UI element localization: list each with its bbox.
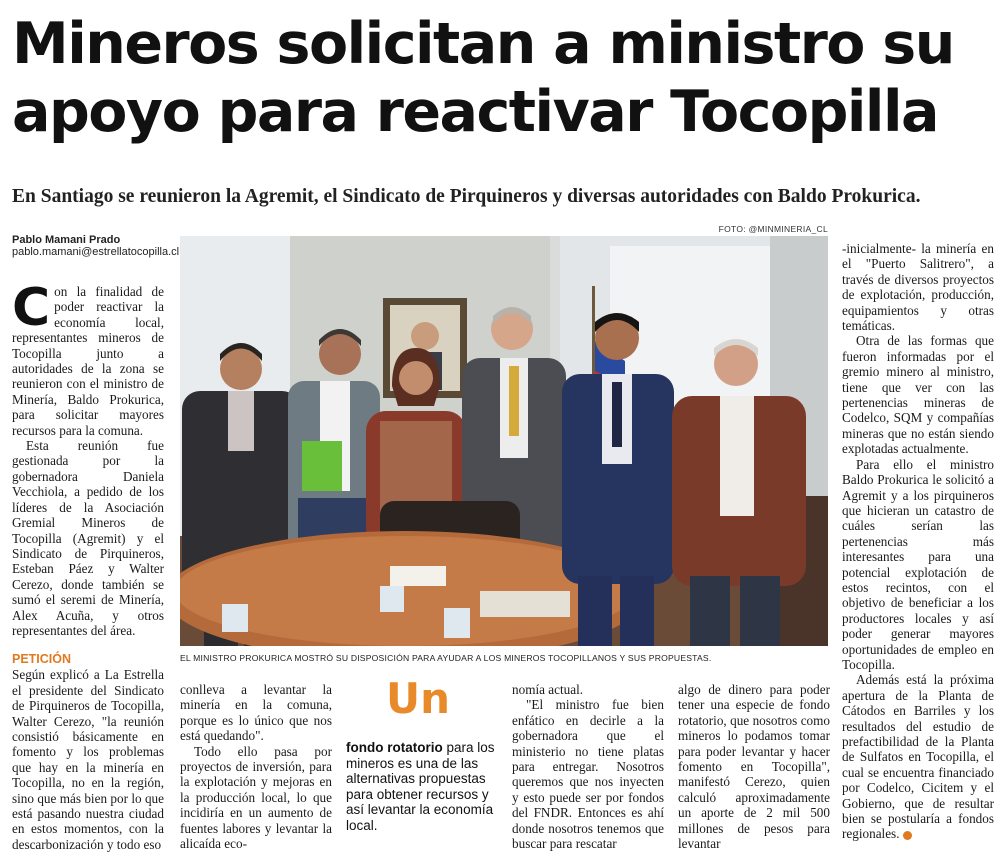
headline-line-2: apoyo para reactivar Tocopilla [12, 79, 938, 145]
paragraph: -inicialmente- la minería en el "Puerto Salitrero", a través de diversos proyectos de explotación, producción, equipamientos y otras temáticas. [842, 241, 994, 334]
paragraph-text: Además está la próxima apertura de la Planta de Cátodos en Barriles y los resultados del estudio de prefactibilidad de la Planta de Sulfatos en Tocopilla, el cual se encuentra financiado por Codelco, Cicitem y el Gobierno, que de resultar bien se postularía a fondos regionales. [842, 672, 994, 842]
paragraph [12, 278, 164, 438]
article-column-4 [678, 682, 830, 851]
pull-quote [346, 676, 498, 834]
paragraph: "El ministro fue bien enfático en decirle a la gobernadora que el ministerio no tiene platas para entregar. Nosotros queremos que nos inyecten y esto puede ser por fondos del FNDR. Entonces es ahí donde nosotros tenemos que buscar para rescatar [512, 697, 664, 852]
headline [12, 10, 992, 146]
meeting-photo [180, 236, 828, 646]
subheadline: En Santiago se reunieron la Agremit, el Sindicato de Pirquineros y diversas autoridades con Baldo Prokurica. [12, 186, 921, 207]
paragraph: Esta reunión fue gestionada por la gobernadora Daniela Vecchiola, a pedido de los líderes de la Asociación Gremial Mineros de Tocopilla (Agremit) y el Sindicato de Pirquineros, Esteban Páez y Walter Cerezo, donde también se sumó el seremi de Minería, Alex Acuña, y otros representantes del área. [12, 438, 164, 638]
paragraph: Según explicó a La Estrella el presidente del Sindicato de Pirquineros de Tocopilla, Walter Cerezo, "la reunión consistió básicamente en fomento y los problemas que hay en la minería en Tocopilla, no en la región, sino que más bien por lo que está pasando nuestra ciudad en estos momentos, con la descarbonización y todo eso [12, 667, 164, 852]
author-name: Pablo Mamani Prado [12, 234, 121, 246]
author-email: pablo.mamani@estrellatocopilla.cl [12, 246, 180, 258]
article-column-2 [180, 682, 332, 851]
meeting-photo-illustration [180, 236, 828, 646]
pull-quote-big-word: Un [386, 674, 451, 723]
paragraph-text: on la finalidad de poder reactivar la economía local, representantes mineros de Tocopilla junto a autoridades de la zona se reunieron con el ministro de Minería, Baldo Prokurica, para solicitar mayores recursos para la comuna. [12, 284, 164, 438]
paragraph: Todo ello pasa por proyectos de inversión, para la explotación y mejoras en la producción local, lo que incidiría en un aumento de fuentes labores y levantar la alicaída eco- [180, 743, 332, 852]
paragraph [842, 672, 994, 841]
photo-credit: FOTO: @MINMINERIA_CL [718, 224, 828, 234]
article-column-3 [512, 682, 664, 851]
byline [12, 234, 179, 258]
article-column-1 [12, 278, 164, 852]
drop-cap: C [12, 278, 51, 338]
paragraph: nomía actual. [512, 682, 584, 697]
pull-quote-bold: fondo rotatorio [346, 740, 443, 755]
paragraph: Otra de las formas que fueron informadas por el gremio minero al ministro, tiene que ver con las pertenencias mineras de Codelco, SQM y compañías mineras que no están siendo explotadas actualmente. [842, 333, 994, 457]
paragraph: Para ello el ministro Baldo Prokurica le solicitó a Agremit y a los pirquineros que hicieran un catastro de cuáles serían las pertenencias más interesantes para una potencial explotación de estos recintos, con el objetivo de beneficiar a los productores locales y así poder generar mayores oportunidades de empleo en Tocopilla. [842, 456, 994, 672]
headline-line-1: Mineros solicitan a ministro su [12, 11, 954, 77]
photo-caption: EL MINISTRO PROKURICA MOSTRÓ SU DISPOSICIÓN PARA AYUDAR A LOS MINEROS TOCOPILLANOS Y SUS PROPUESTAS. [180, 653, 712, 663]
end-mark-icon [903, 831, 912, 840]
section-heading: PETICIÓN [12, 652, 72, 667]
article-column-5 [842, 241, 994, 842]
paragraph: algo de dinero para poder tener una especie de fondo rotatorio, que nosotros como mineros lo podamos tomar para poder levantar y hacer fomento en Tocopilla", manifestó Cerezo, quien calculó aproximadamente un aporte de 2 mil 500 millones de pesos para levantar [678, 682, 830, 852]
pull-quote-text [346, 740, 498, 834]
paragraph: conlleva a levantar la minería en la comuna, porque es lo único que nos está quedando". [180, 682, 332, 744]
pull-quote-rest: para los mineros es una de las alternativas propuestas para obtener recursos y así levantar la economía local. [346, 740, 495, 833]
